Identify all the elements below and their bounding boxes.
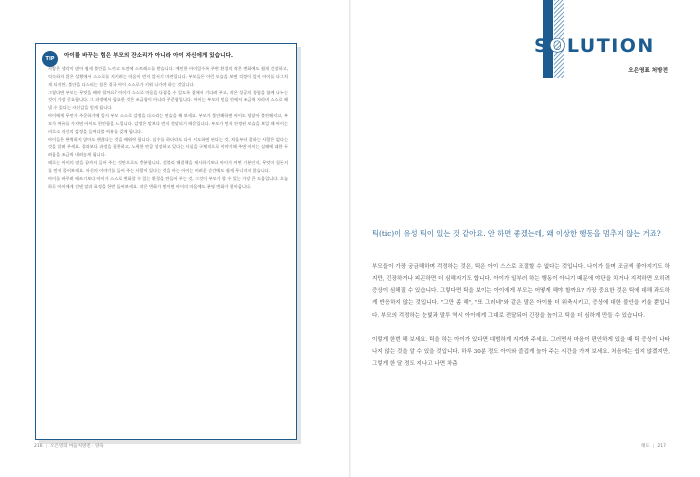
- solution-letter: S: [534, 35, 550, 57]
- solution-letter: L: [566, 35, 580, 57]
- solution-letter: O: [549, 35, 567, 57]
- solution-subtitle: 오은영표 처방전: [628, 68, 668, 74]
- tip-badge-label: TIP: [45, 56, 55, 62]
- footer-separator: |: [45, 444, 48, 449]
- solution-letter: I: [611, 35, 620, 57]
- tip-paragraph: 아이에게 무언가 주문하기에 앞서 부모 스스로 감정을 다스리는 연습을 해 보세요. 부모가 불안해하면 아이도 덩달아 불안해지고, 부모가 여유를 가지면 아이도 편안함을 느낍니다. 감정은 말보다 먼저 전달되기 때문입니다. 부모가 먼저 안정된 모습을 보일 때 아이는 비로소 자신의 감정을 들여다볼 여유를 갖게 됩니다.: [48, 113, 288, 134]
- tip-paragraph: 때로는 아이의 말을 끝까지 들어 주는 것만으로도 충분합니다. 섣불리 해결책을 제시하기보다 아이가 어떤 기분인지, 무엇이 힘든지를 먼저 물어보세요. 자신의 이야기를 들어 주는 사람이 있다는 것을 아는 아이는 어려운 순간에도 쉽게 무너지지 않습니다.: [48, 160, 288, 173]
- footer-separator: |: [652, 444, 655, 449]
- solution-letter: O: [619, 35, 638, 57]
- answer-text: [372, 261, 670, 370]
- right-footer: [641, 443, 666, 449]
- tip-title: 아이를 바꾸는 힘은 부모의 잔소리가 아니라 아이 자신에게 있습니다.: [64, 53, 234, 59]
- tip-paragraph: 사람은 생각이 많아 쉽게 불안을 느끼고 도전에 스트레스를 받습니다. 예민한 아이일수록 주변 환경의 작은 변화에도 쉽게 긴장하고, 익숙하지 않은 상황에서 스스로를 지키려는 마음이 먼저 앞서기 마련입니다. 부모들은 이런 모습을 보면 걱정이 앞서 아이를 다그치게 되지만, 불안을 다스리는 힘은 결국 아이 스스로가 키워 나가야 하는 것입니다.: [48, 66, 288, 87]
- solution-letter: N: [637, 35, 655, 57]
- left-section-label: 오은영의 마음처방전 · 양육: [50, 444, 104, 449]
- tip-body: [48, 65, 288, 435]
- page-fold: [349, 0, 351, 477]
- left-footer: [34, 443, 104, 449]
- tip-paragraph: 그렇다면 부모는 무엇을 해야 할까요? 아이가 스스로 마음을 다잡을 수 있도록 곁에서 기다려 주고, 작은 성공의 경험을 함께 나누는 것이 가장 중요합니다. 그 과정에서 필요한 것은 조급함이 아니라 꾸준함입니다. 아이는 부모의 믿음 안에서 조금씩 자라며 스스로 해낼 수 있다는 자신감을 얻게 됩니다.: [48, 89, 288, 111]
- left-page-number: 216: [34, 444, 43, 449]
- solution-letter: U: [579, 35, 597, 57]
- answer-paragraph: 이렇게 한번 해 보세요. 틱을 하는 아이가 있다면 대범하게 지켜봐 주세요. 그러면서 마음이 편안하게 있을 때 틱 증상이 나타나지 않는 것을 알 수 있을 것입니다. 하루 30분 정도 아이와 즐겁게 놀아 주는 시간을 가져 보세요. 처음에는 쉽지 않겠지만, 그렇게 한 달 정도 지나고 나면 차츰: [372, 336, 670, 368]
- tip-paragraph: 아이들은 완벽하지 않아도 괜찮다는 것을 배워야 합니다. 실수를 하더라도 다시 시도하면 된다는 것, 처음부터 잘하는 사람은 없다는 것을 알려 주세요. 결과보다 과정을 칭찬하고, 노력한 만큼 성장하고 있다는 사실을 구체적으로 이야기해 주면 아이는 실패에 대한 두려움을 조금씩 내려놓게 됩니다.: [48, 136, 288, 158]
- answer-paragraph: 부모들이 가장 궁금해하며 걱정하는 것은, 틱은 아이 스스로 조절할 수 없다는 것입니다. 나이가 들며 조금씩 좋아지기도 하지만, 긴장하거나 피곤하면 더 심해지기도 합니다. 아이가 일부러 하는 행동이 아니기 때문에 야단을 치거나 지적하면 오히려 증상이 심해질 수 있습니다. 그렇다면 틱을 보이는 아이에게 부모는 어떻게 해야 할까요? 가장 중요한 것은 틱에 대해 과도하게 반응하지 않는 것입니다. "그만 좀 해", "또 그러네"와 같은 말은 아이를 더 위축시키고, 증상에 대한 불안을 키울 뿐입니다. 부모의 걱정하는 눈빛과 말투 역시 아이에게 그대로 전달되어 긴장을 높이고 틱을 더 심하게 만들 수 있습니다.: [372, 264, 670, 319]
- solution-letter: T: [596, 35, 612, 57]
- solution-heading: [534, 32, 668, 60]
- right-section-label: 태도: [641, 444, 650, 449]
- tip-box: [35, 43, 297, 440]
- question-lead: 틱(tic)이 유성 틱이 있는 것 같아요. 안 하면 좋겠는데, 왜 이상한 행동을 멈추지 않는 거죠?: [372, 229, 661, 238]
- tip-paragraph: 아이를 바꾸려 애쓰기보다 아이가 스스로 변화할 수 있는 환경을 만들어 주는 것, 그것이 부모가 할 수 있는 가장 큰 도움입니다. 오늘 하루 아이에게 건넨 말과 표정을 한번 돌아보세요. 작은 변화가 쌓이면 아이의 마음에도 분명 변화가 찾아옵니다.: [48, 175, 288, 189]
- right-page-number: 217: [657, 444, 666, 449]
